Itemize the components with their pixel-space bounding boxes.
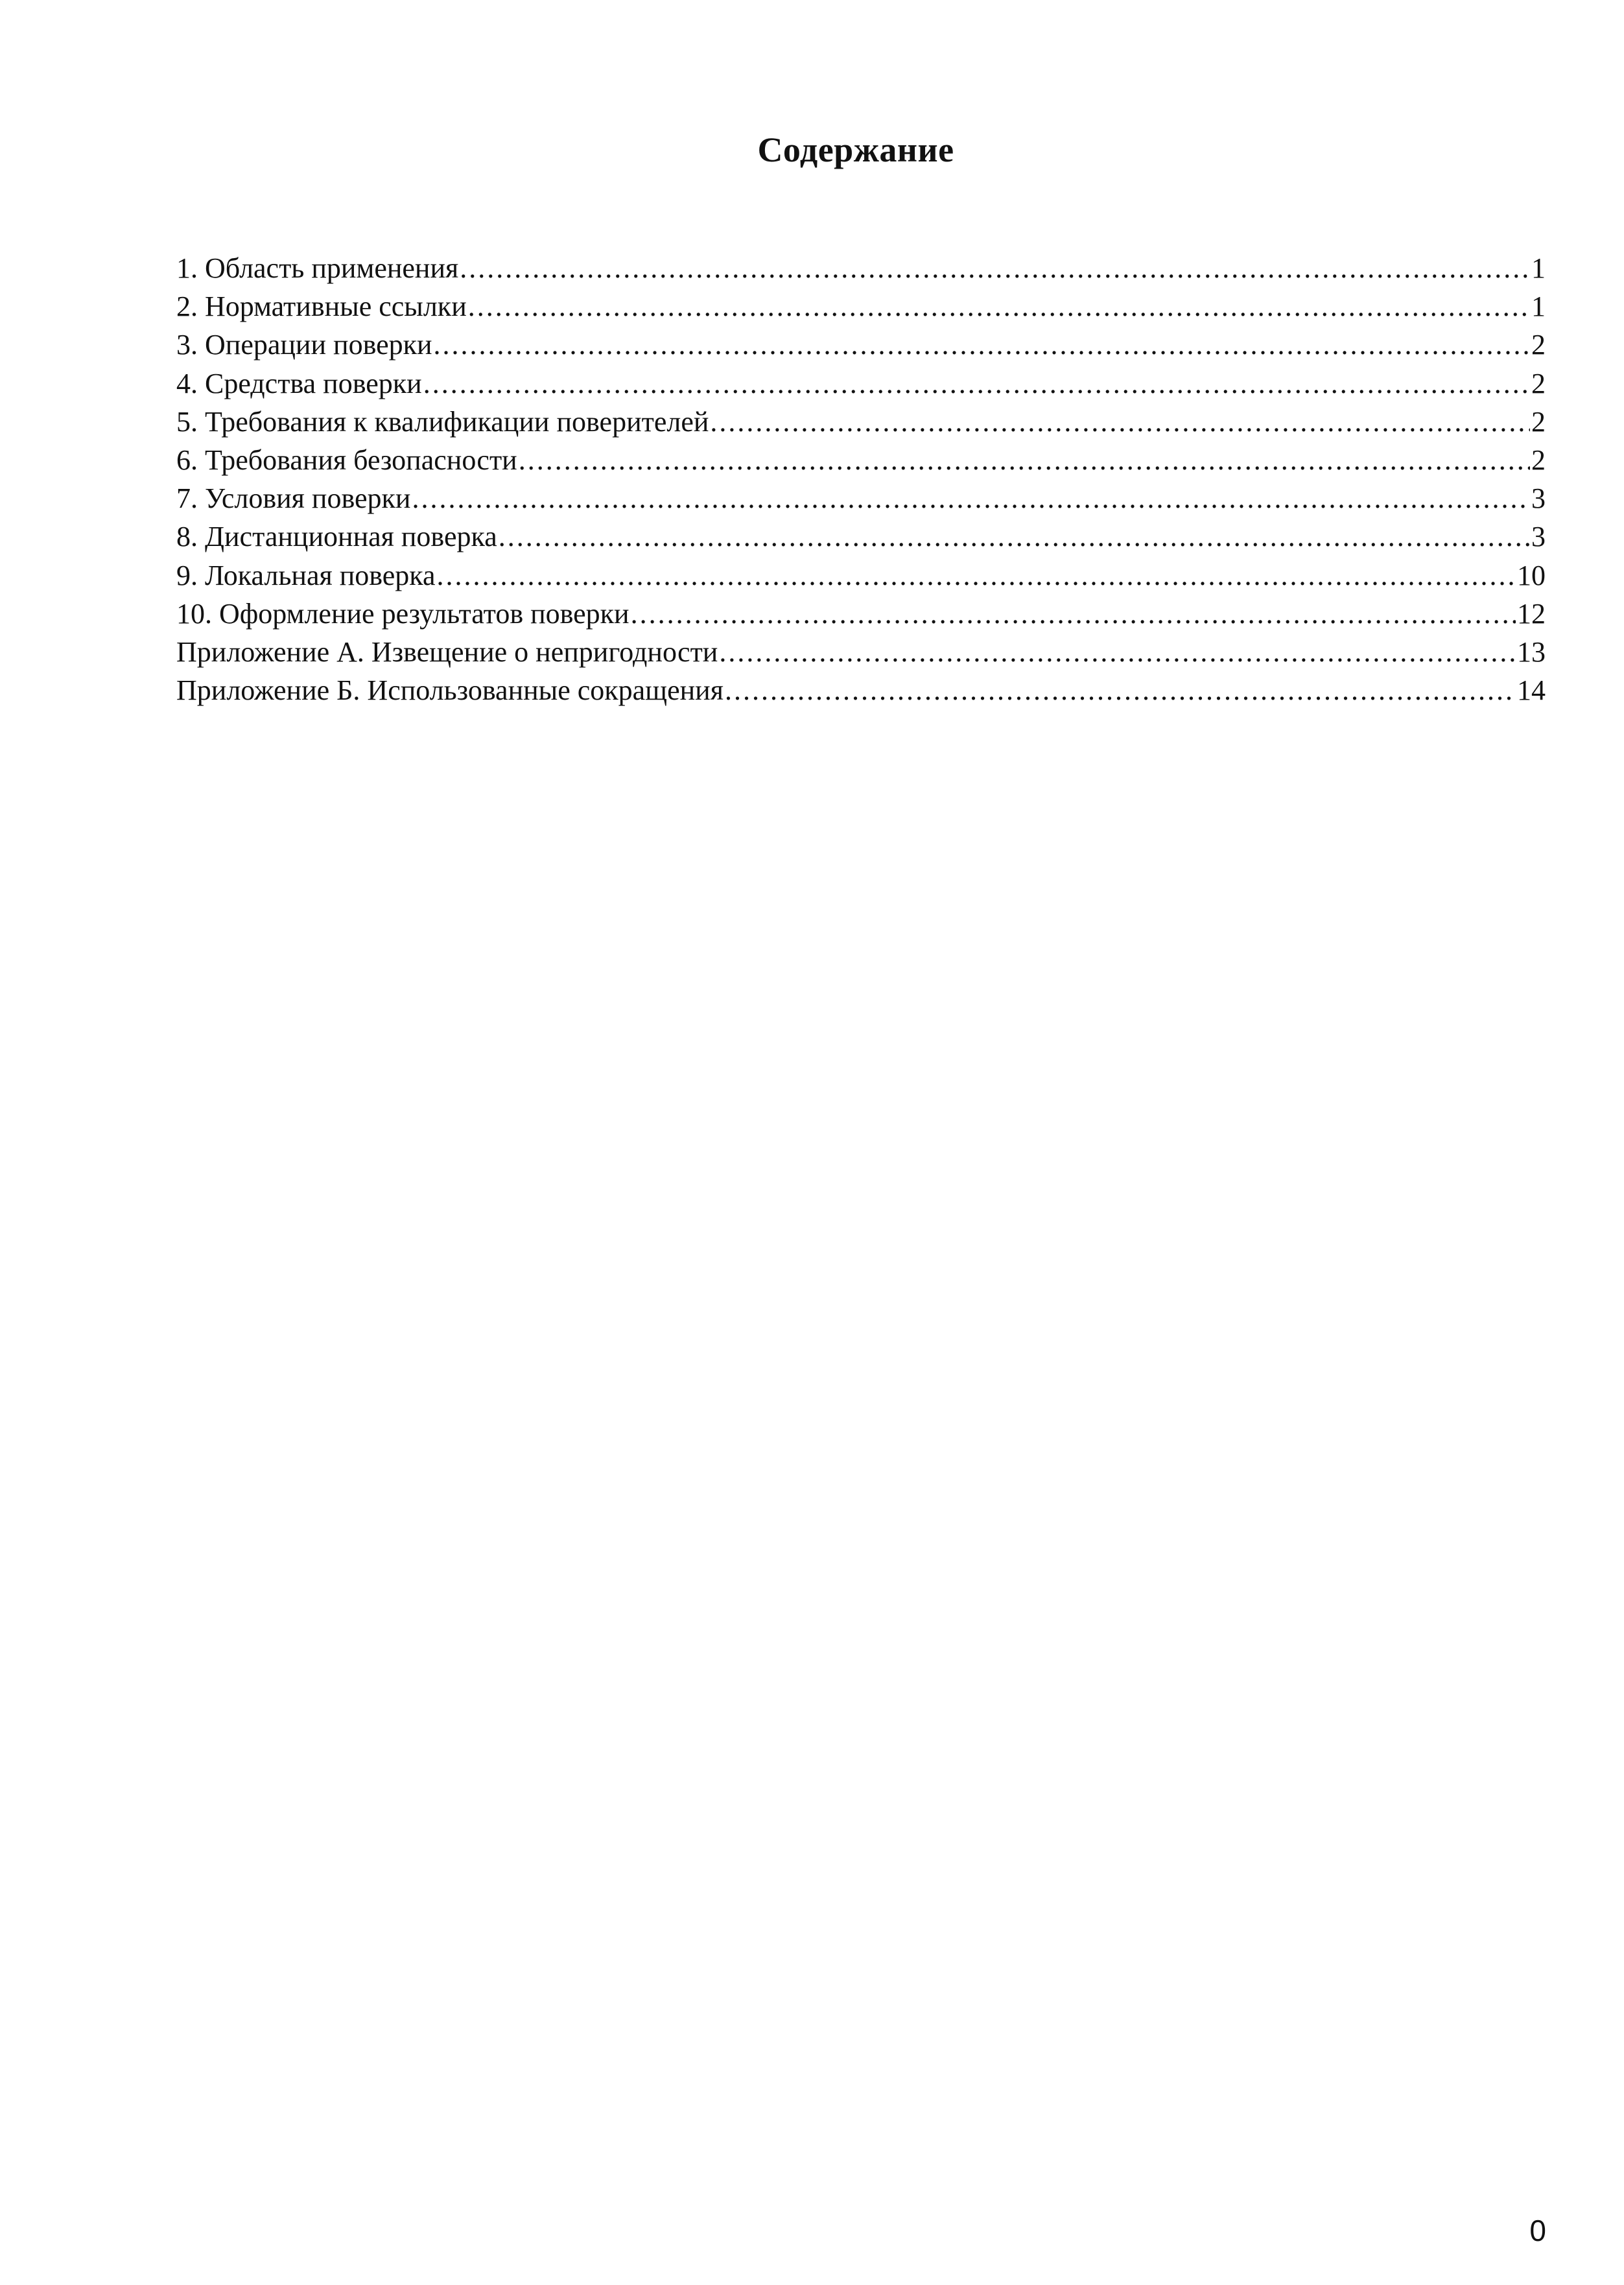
toc-entry-label: 8. Дистанционная поверка bbox=[176, 521, 497, 553]
toc-entry-page: 14 bbox=[1517, 674, 1546, 707]
toc-entry bbox=[176, 326, 1546, 364]
toc-entry-page: 1 bbox=[1531, 252, 1546, 284]
toc-entry-label: Приложение Б. Использованные сокращения bbox=[176, 674, 724, 707]
toc-entry-page: 1 bbox=[1531, 290, 1546, 323]
toc-entry-label: Приложение А. Извещение о непригодности bbox=[176, 635, 718, 668]
page-number: 0 bbox=[1529, 2214, 1546, 2247]
toc-dot-leader bbox=[460, 249, 1530, 287]
toc-entry-page: 2 bbox=[1531, 444, 1546, 476]
toc-dot-leader bbox=[631, 595, 1516, 633]
toc-entry-page: 13 bbox=[1517, 635, 1546, 668]
toc-dot-leader bbox=[468, 287, 1530, 326]
toc-entry bbox=[176, 517, 1546, 556]
toc-entry bbox=[176, 556, 1546, 595]
toc-dot-leader bbox=[437, 556, 1516, 595]
toc-entry bbox=[176, 403, 1546, 441]
toc-entry bbox=[176, 287, 1546, 326]
toc-entry bbox=[176, 595, 1546, 633]
toc-entry-label: 1. Область применения bbox=[176, 252, 459, 284]
toc-entry-page: 10 bbox=[1517, 559, 1546, 591]
toc-dot-leader bbox=[423, 364, 1530, 403]
toc-entry bbox=[176, 441, 1546, 479]
toc-dot-leader bbox=[499, 517, 1530, 556]
toc-entry-label: 2. Нормативные ссылки bbox=[176, 290, 467, 323]
toc-entry-label: 3. Операции поверки bbox=[176, 329, 432, 361]
toc-entry-label: 4. Средства поверки bbox=[176, 367, 422, 399]
toc-entry bbox=[176, 364, 1546, 403]
toc-entry-page: 12 bbox=[1517, 597, 1546, 630]
toc-dot-leader bbox=[434, 326, 1530, 364]
toc-entry-page: 3 bbox=[1531, 482, 1546, 515]
toc-dot-leader bbox=[519, 441, 1530, 479]
toc-entry-page: 2 bbox=[1531, 367, 1546, 399]
toc-entry bbox=[176, 671, 1546, 709]
toc-entry-label: 7. Условия поверки bbox=[176, 482, 411, 515]
toc-entry bbox=[176, 249, 1546, 287]
toc-entry bbox=[176, 479, 1546, 517]
toc-entry-label: 9. Локальная поверка bbox=[176, 559, 436, 591]
toc-entry-label: 6. Требования безопасности bbox=[176, 444, 517, 476]
toc-entry-page: 3 bbox=[1531, 521, 1546, 553]
toc-entry-page: 2 bbox=[1531, 329, 1546, 361]
toc-entry-label: 5. Требования к квалификации поверителей bbox=[176, 405, 709, 438]
table-of-contents bbox=[176, 249, 1546, 709]
toc-entry-label: 10. Оформление результатов поверки bbox=[176, 597, 630, 630]
toc-dot-leader bbox=[719, 633, 1516, 671]
toc-dot-leader bbox=[412, 479, 1530, 517]
toc-dot-leader bbox=[725, 671, 1516, 709]
toc-entry bbox=[176, 633, 1546, 671]
toc-entry-page: 2 bbox=[1531, 405, 1546, 438]
toc-dot-leader bbox=[710, 403, 1530, 441]
page-title: Содержание bbox=[757, 130, 954, 169]
